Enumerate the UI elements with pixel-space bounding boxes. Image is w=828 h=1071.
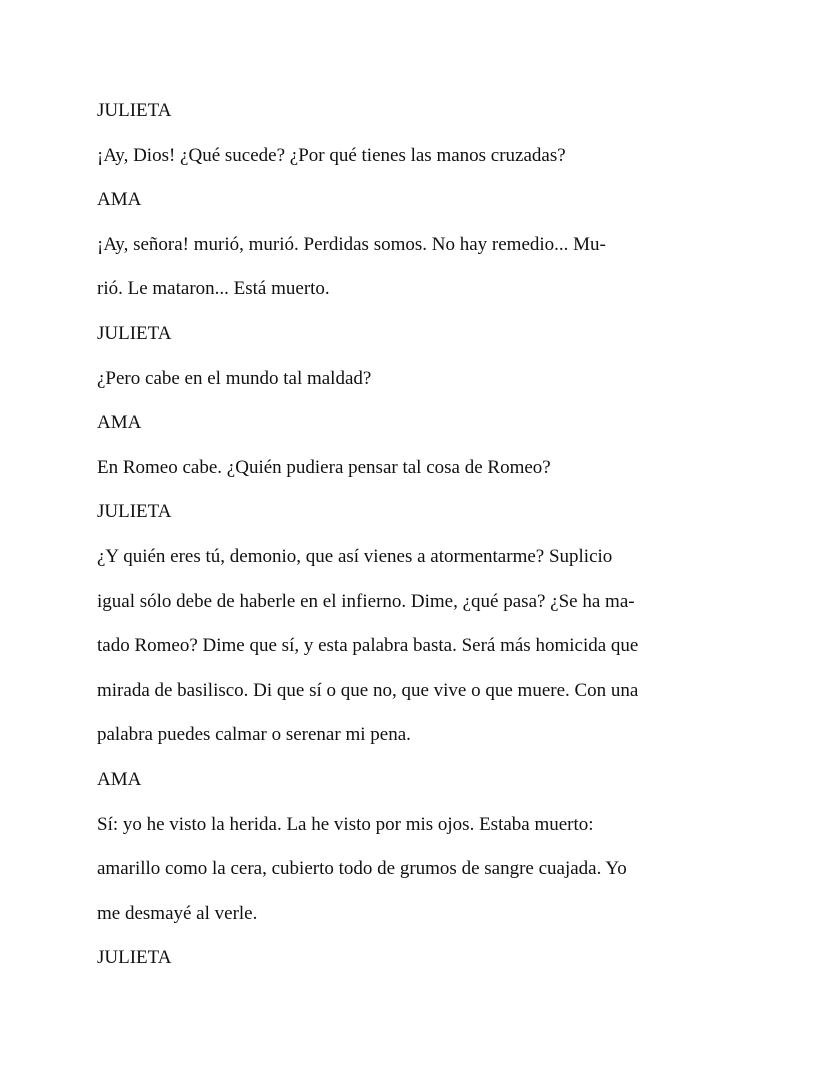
speaker-name: AMA [97,768,142,790]
dialogue-line: palabra puedes calmar o serenar mi pena. [97,724,411,746]
dialogue-line: igual sólo debe de haberle en el infierno. Dime, ¿qué pasa? ¿Se ha ma- [97,590,635,612]
dialogue-line: tado Romeo? Dime que sí, y esta palabra basta. Será más homicida que [97,635,639,657]
speaker-name: JULIETA [97,501,172,523]
dialogue-line: Sí: yo he visto la herida. La he visto por mis ojos. Estaba muerto: [97,813,594,835]
speaker-name: JULIETA [97,947,172,969]
dialogue-line: amarillo como la cera, cubierto todo de grumos de sangre cuajada. Yo [97,858,627,880]
dialogue-line: ¡Ay, Dios! ¿Qué sucede? ¿Por qué tienes las manos cruzadas? [97,144,566,166]
speaker-name: AMA [97,189,142,211]
dialogue-line: rió. Le mataron... Está muerto. [97,278,330,300]
document-page [97,97,697,989]
dialogue-line: mirada de basilisco. Di que sí o que no, que vive o que muere. Con una [97,679,639,701]
dialogue-line: me desmayé al verle. [97,902,258,924]
dialogue-line: En Romeo cabe. ¿Quién pudiera pensar tal cosa de Romeo? [97,456,551,478]
dialogue-line: ¿Pero cabe en el mundo tal maldad? [97,367,372,389]
speaker-name: AMA [97,412,142,434]
dialogue-line: ¡Ay, señora! murió, murió. Perdidas somos. No hay remedio... Mu- [97,233,606,255]
speaker-name: JULIETA [97,322,172,344]
dialogue-line: ¿Y quién eres tú, demonio, que así vienes a atormentarme? Suplicio [97,545,613,567]
speaker-name: JULIETA [97,100,172,121]
